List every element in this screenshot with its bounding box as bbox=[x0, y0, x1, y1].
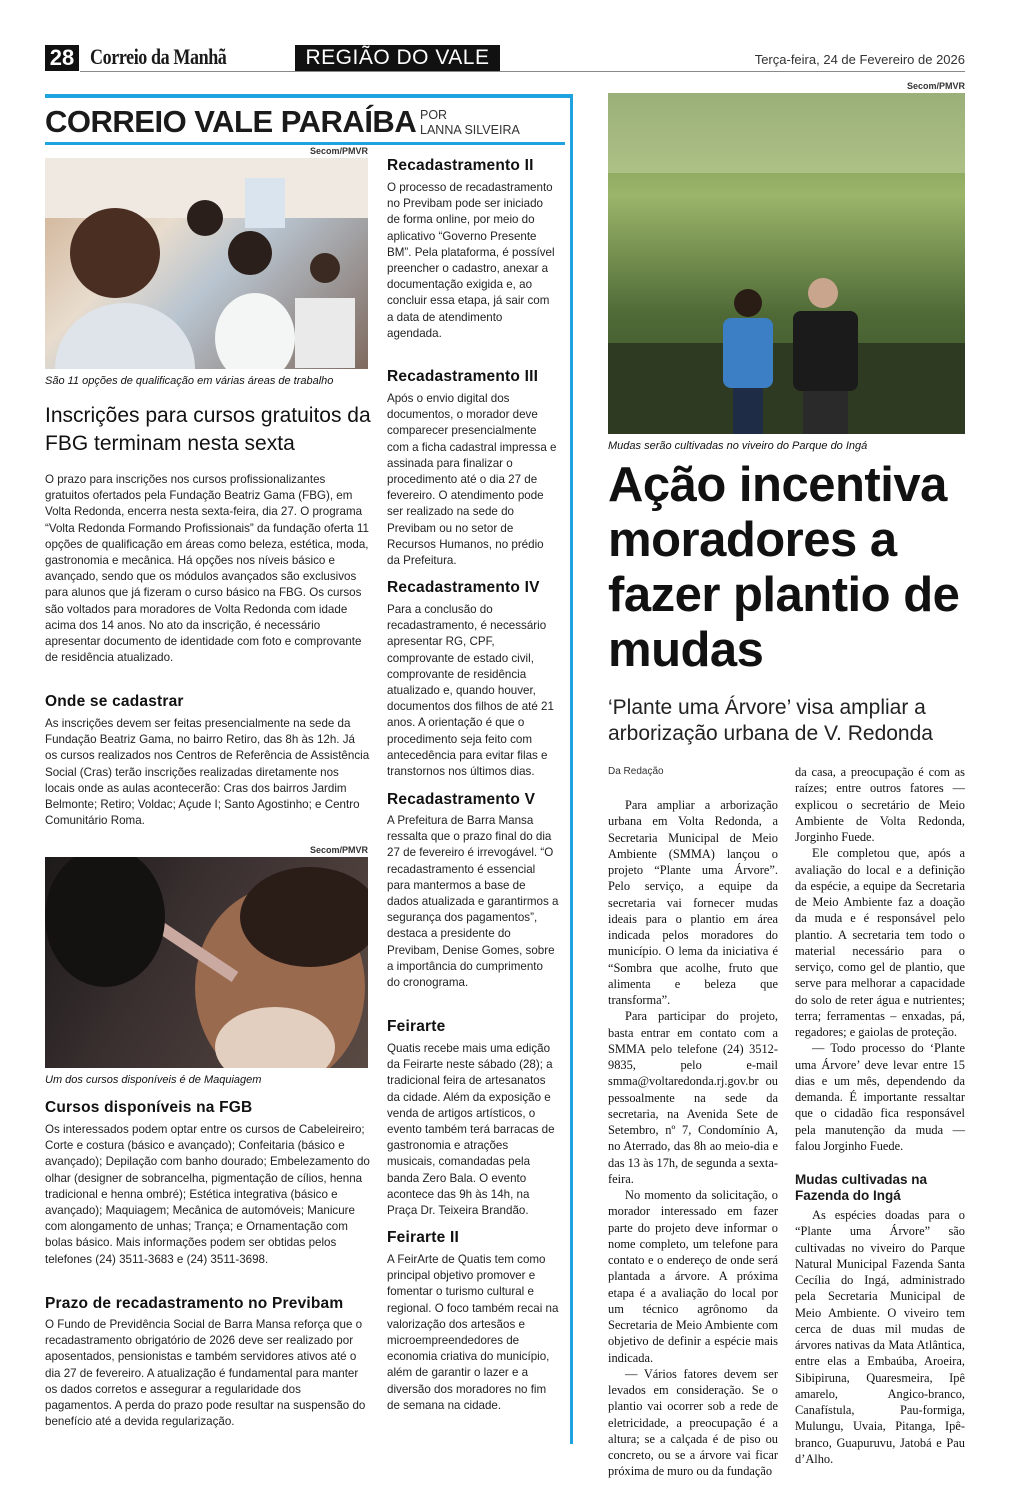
subhead-prazo: Prazo de recadastramento no Previbam bbox=[45, 1295, 344, 1312]
cursos-body bbox=[45, 1122, 370, 1268]
paragraph: Para a conclusão do recadastramento, é necessário apresentar RG, CPF, comprovante de estado civil, comprovante de residência atualizado e, quando houver, documentos dos filhos de até 21 anos. A orientação é que o procedimento seja feito com antecedência para evitar filas e transtornos nos últimos dias. bbox=[387, 603, 554, 779]
note-body bbox=[387, 391, 559, 569]
paragraph: A FeirArte de Quatis tem como principal objetivo promover e fomentar o turismo cultural e regional. O foco também recai na valorização dos artesãos e microempreendedores de economia criativa do município, além de garantir o lazer e a diversão dos moradores no fim de semana na cidade. bbox=[387, 1253, 559, 1412]
paragraph: — Todo processo do ‘Plante uma Árvore’ deve levar entre 15 dias e um mês, dependendo da demanda. É importante ressaltar que o cidadão fica responsável pela manutenção da muda — falou Jorginho Fuede. bbox=[795, 1041, 965, 1153]
photo-hair-course bbox=[45, 158, 368, 369]
column-border-top bbox=[45, 94, 573, 98]
paragraph: No momento da solicitação, o morador interessado em fazer parte do projeto deve informar o nome completo, um telefone para contato e o endereço de onde será plantada a árvore. A próxima etapa é a avaliação do local por um técnico agrônomo da Secretaria de Meio Ambiente com objetivo de definir a espécie mais indicada. bbox=[608, 1188, 778, 1365]
column-border-right bbox=[570, 94, 573, 1444]
paragraph: As espécies doadas para o “Plante uma Árvore” são cultivadas no viveiro do Parque Natural Municipal Fazenda Santa Cecília do Ingá, administrado pela Secretaria Municipal de Meio Ambiente. O viveiro tem cerca de duas mil mudas de árvores nativas da Mata Atlântica, entre elas a Embaúba, Aroeira, Sibipiruna, Quaresmeira, Ipê amarelo, Angico-branco, Canafístula, Pau-formiga, Mulungu, Uvaia, Pitanga, Ipê-branco, Guapuruvu, Jatobá e Pau d’Alho. bbox=[795, 1208, 965, 1466]
photo-caption: São 11 opções de qualificação em várias áreas de trabalho bbox=[45, 375, 334, 387]
note-body bbox=[387, 1252, 559, 1414]
onde-body bbox=[45, 716, 370, 829]
photo-nursery bbox=[608, 93, 965, 434]
paragraph: Quatis recebe mais uma edição da Feirarte neste sábado (28); a tradicional feira de artesanatos da cidade. Além da exposição e venda de artigos artísticos, o evento também terá barracas de gastronomia e atrações musicais, comandadas pela banda Zero Bala. O evento acontece das 9h às 14h, na Praça Dr. Teixeira Brandão. bbox=[387, 1042, 555, 1218]
byline-author: LANNA SILVEIRA bbox=[420, 123, 520, 137]
note-title: Feirarte bbox=[387, 1018, 446, 1035]
byline-prefix: POR bbox=[420, 108, 448, 122]
article-subtitle: ‘Plante uma Árvore’ visa ampliar a arborização urbana de V. Redonda bbox=[608, 696, 933, 745]
paragraph: Após o envio digital dos documentos, o morador deve comparecer presencialmente com a ficha cadastral impressa e assinada para finalizar o procedimento até o dia 27 de fevereiro. O atendimento pode ser realizado na sede do Previbam ou no setor de Recursos Humanos, no prédio da Prefeitura. bbox=[387, 392, 557, 568]
paragraph: As inscrições devem ser feitas presencialmente na sede da Fundação Beatriz Gama, no bairro Retiro, das 8h às 12h. Já os cursos realizados nos Centros de Referência de Assistência Social (Cras) terão inscrições realizadas diretamente nos locais onde as aulas acontecerão: Cras dos bairros Jardim Belmonte; Retiro; Voldac; Açude I; Santo Agostinho; e Centro Comunitário Roma. bbox=[45, 717, 370, 828]
photo-credit: Secom/PMVR bbox=[309, 845, 368, 855]
paragraph: Para participar do projeto, basta entrar em contato com a SMMA pelo telefone (24) 3512-9835, pelo e-mail smma@voltaredonda.rj.gov.br ou pessoalmente na sede da secretaria, na Avenida Sete de Setembro, nº 7, Condomínio A, no Aterrado, das 8h ao meio-dia e das 13 às 17h, de segunda a sexta-feira. bbox=[608, 1009, 778, 1186]
note-body bbox=[387, 1041, 559, 1219]
photo-makeup-course bbox=[45, 857, 368, 1068]
article-headline: Ação incentiva moradores a fazer plantio de mudas bbox=[608, 458, 960, 677]
photo-caption: Mudas serão cultivadas no viveiro do Parque do Ingá bbox=[608, 440, 868, 452]
paragraph: — Vários fatores devem ser levados em consideração. Se o plantio vai ocorrer sob a rede de eletricidade, a preocupação é a altura; se a calçada é de piso ou concreto, ou se a árvore vai ficar próxima de muro ou da fundação bbox=[608, 1366, 778, 1479]
note-title: Recadastramento III bbox=[387, 368, 539, 385]
note-body bbox=[387, 602, 559, 780]
note-title: Recadastramento V bbox=[387, 791, 536, 808]
article-subhead: Mudas cultivadas na Fazenda do Ingá bbox=[795, 1172, 928, 1203]
header-divider bbox=[80, 71, 965, 72]
article-author: Da Redação bbox=[608, 766, 664, 777]
section-label: REGIÃO DO VALE bbox=[295, 45, 500, 71]
prazo-body bbox=[45, 1317, 370, 1430]
paragraph: Os interessados podem optar entre os cursos de Cabeleireiro; Corte e costura (básico e avançado); Confeitaria (básico e avançado); Depilação com banho dourado; Embelezamento do olhar (designer de sobrancelha, pigmentação de cílios, henna tradicional e henna ombré); Estética integrativa (básico e avançado); Maquiagem; Mecânica de automóveis; Manicure com alongamento de unhas; Trança; e Ornamentação com bolas básico. Mais informações podem ser obtidas pelos telefones (24) 3511-3683 e (24) 3511-3698. bbox=[45, 1123, 370, 1266]
lead-headline: Inscrições para cursos gratuitos da FBG terminam nesta sexta bbox=[45, 404, 371, 455]
note-title: Recadastramento II bbox=[387, 157, 534, 174]
paragraph: O processo de recadastramento no Previbam pode ser iniciado de forma online, por meio do aplicativo “Governo Presente BM”. Pela plataforma, é possível preencher o cadastro, anexar a documentação exigida e, ao concluir essa etapa, já sair com a data de atendimento agendada. bbox=[387, 181, 555, 340]
masthead-logo: Correio da Manhã bbox=[90, 44, 227, 69]
subhead-cursos: Cursos disponíveis na FGB bbox=[45, 1099, 253, 1116]
subhead-onde: Onde se cadastrar bbox=[45, 693, 184, 710]
paragraph: A Prefeitura de Barra Mansa ressalta que o prazo final do dia 27 de fevereiro é irrevogável. “O recadastramento é essencial para mantermos a base de dados atualizada e garantirmos a segurança dos pagamentos”, destaca a presidente do Previbam, Denise Gomes, sobre a importância do cumprimento do cronograma. bbox=[387, 814, 559, 990]
photo-credit: Secom/PMVR bbox=[309, 146, 368, 156]
issue-date: Terça-feira, 24 de Fevereiro de 2026 bbox=[754, 52, 965, 67]
article-column-1 bbox=[608, 797, 778, 1480]
article-column-2 bbox=[795, 764, 965, 1467]
paragraph: Ele completou que, após a avaliação do local e a definição da espécie, a equipe da Secretaria de Meio Ambiente faz a doação da muda e é responsável pelo plantio. A secretaria tem todo o material necessário para o serviço, como gel de plantio, que serve para melhorar a capacidade do solo de reter água e nutrientes; terra; ferramentas – enxadas, pá, regadores; e gaiolas de proteção. bbox=[795, 846, 965, 1039]
note-body bbox=[387, 180, 559, 342]
paragraph: da casa, a preocupação é com as raízes; entre outros fatores — explicou o secretário de Meio Ambiente de Volta Redonda, Jorginho Fuede. bbox=[795, 765, 965, 844]
paragraph: O prazo para inscrições nos cursos profissionalizantes gratuitos ofertados pela Fundação Beatriz Gama (FBG), em Volta Redonda, encerra nesta sexta-feira, dia 27. O programa “Volta Redonda Formando Profissionais” da fundação oferta 11 opções de qualificação em áreas como beleza, estética, moda, gastronomia e mecânica. Há opções nos níveis básico e avançado, sendo que os módulos avançados são exclusivos para alunos que já fizeram o curso básico na FBG. Os cursos são voltados para moradores de Volta Redonda com idade acima dos 14 anos. No ato da inscrição, é necessário apresentar documento de identidade com foto e comprovante de residência atualizado. bbox=[45, 473, 369, 665]
photo-credit: Secom/PMVR bbox=[906, 81, 965, 91]
column-title: CORREIO VALE PARAÍBA bbox=[45, 104, 417, 139]
paragraph: Para ampliar a arborização urbana em Volta Redonda, a Secretaria Municipal de Meio Ambiente (SMMA) lançou o projeto “Plante uma Árvore”. Pelo serviço, a equipe da secretaria vai fornecer mudas ideais para o plantio em área indicada pelos moradores do município. O lema da iniciativa é “Sombra que acolhe, fruto que alimenta e beleza que transforma”. bbox=[608, 798, 778, 1007]
column-title-underline bbox=[45, 142, 565, 145]
page-number: 28 bbox=[45, 45, 79, 71]
note-title: Recadastramento IV bbox=[387, 579, 540, 596]
note-body bbox=[387, 813, 559, 991]
paragraph: O Fundo de Previdência Social de Barra Mansa reforça que o recadastramento obrigatório de 2026 deve ser realizado por aposentados, pensionistas e também servidores ativos até o dia 27 de fevereiro. A atualização é fundamental para manter os dados corretos e assegurar a regularidade dos pagamentos. A perda do prazo pode resultar na suspensão do benefício até a devida regularização. bbox=[45, 1318, 366, 1429]
note-title: Feirarte II bbox=[387, 1229, 459, 1246]
column-byline bbox=[420, 108, 520, 138]
photo-caption: Um dos cursos disponíveis é de Maquiagem bbox=[45, 1074, 262, 1086]
lead-body bbox=[45, 472, 370, 666]
